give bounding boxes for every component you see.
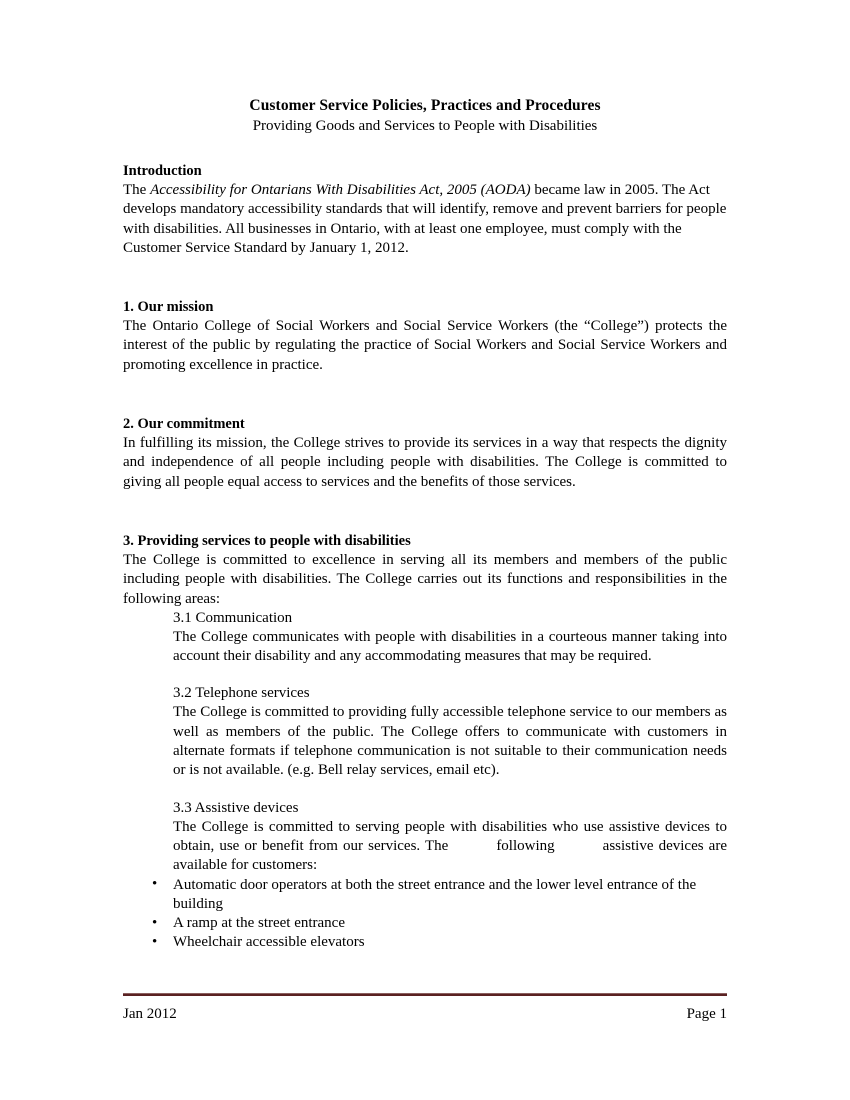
list-item: • A ramp at the street entrance xyxy=(123,914,727,933)
list-item: • Wheelchair accessible elevators xyxy=(123,933,727,952)
subsection-telephone-services xyxy=(173,684,727,780)
spacer xyxy=(123,781,727,799)
spacer xyxy=(123,492,727,532)
footer-page-number: Page 1 xyxy=(686,1006,727,1022)
spacer xyxy=(123,136,727,162)
paragraph-providing-services: The College is committed to excellence in serving all its members and members of the public including people with disabilities. The College carries out its functions and responsibilities in the following areas: xyxy=(123,551,727,607)
assistive-devices-list xyxy=(123,876,727,953)
subsection-communication xyxy=(173,609,727,667)
assistive-text-part1: The College is committed to serving people with disabilities who use assistive devices to obtain, use or benefit from our services. The xyxy=(173,818,727,854)
assistive-text-part4: devices are available for customers: xyxy=(173,837,727,874)
page-footer xyxy=(123,993,727,1024)
paragraph-our-mission: The Ontario College of Social Workers and Social Service Workers (the “College”) protects the interest of the public by regulating the practice of Social Workers and Social Service Workers and promoting excellence in practice. xyxy=(123,318,727,373)
spacer xyxy=(123,666,727,684)
list-item: • Automatic door operators at both the street entrance and the lower level entrance of the building xyxy=(123,876,727,915)
intro-text-before: The xyxy=(123,182,151,198)
footer-date: Jan 2012 xyxy=(123,1006,177,1022)
paragraph-introduction xyxy=(123,181,727,258)
footer-row xyxy=(123,1005,727,1024)
page-title: Customer Service Policies, Practices and Procedures xyxy=(249,97,601,114)
paragraph-telephone-services: The College is committed to providing fully accessible telephone service to our members as well as members of the public. The College offers to communicate with customers in alternate formats if telephone communication is not suitable to their communication needs or is not available. (e.g. Bell relay services, email etc). xyxy=(173,704,727,779)
heading-assistive-devices: 3.3 Assistive devices xyxy=(173,799,299,816)
intro-text-after: became law in 2005. The Act develops mandatory accessibility standards that will identify, remove and prevent barriers for people with disabilities. All businesses in Ontario, with at least one employee, must comply with the Customer Service Standard by January 1, 2012. xyxy=(123,182,727,256)
act-title-italic: Accessibility for Ontarians With Disabilities Act, 2005 (AODA) xyxy=(150,182,531,198)
paragraph-our-commitment: In fulfilling its mission, the College strives to provide its services in a way that respects the dignity and independence of all people including people with disabilities. The College is committed to giving all people equal access to services and the benefits of those services. xyxy=(123,435,727,490)
heading-telephone-services: 3.2 Telephone services xyxy=(173,685,310,702)
paragraph-assistive-devices xyxy=(173,818,727,876)
document-content xyxy=(123,96,727,953)
paragraph-communication: The College communicates with people with disabilities in a courteous manner taking into account their disability and any accommodating measures that may be required. xyxy=(173,628,727,665)
heading-our-commitment: 2. Our commitment xyxy=(123,416,245,433)
heading-providing-services: 3. Providing services to people with disabilities xyxy=(123,532,411,549)
spacer xyxy=(123,375,727,415)
spacer xyxy=(123,258,727,298)
footer-divider xyxy=(123,993,727,996)
heading-our-mission: 1. Our mission xyxy=(123,299,214,316)
assistive-text-part3: assistive xyxy=(602,837,654,854)
heading-communication: 3.1 Communication xyxy=(173,609,293,626)
heading-introduction: Introduction xyxy=(123,163,202,179)
page-subtitle: Providing Goods and Services to People with Disabilities xyxy=(252,118,598,134)
assistive-text-part2: following xyxy=(496,837,555,854)
subsection-assistive-devices xyxy=(173,799,727,876)
